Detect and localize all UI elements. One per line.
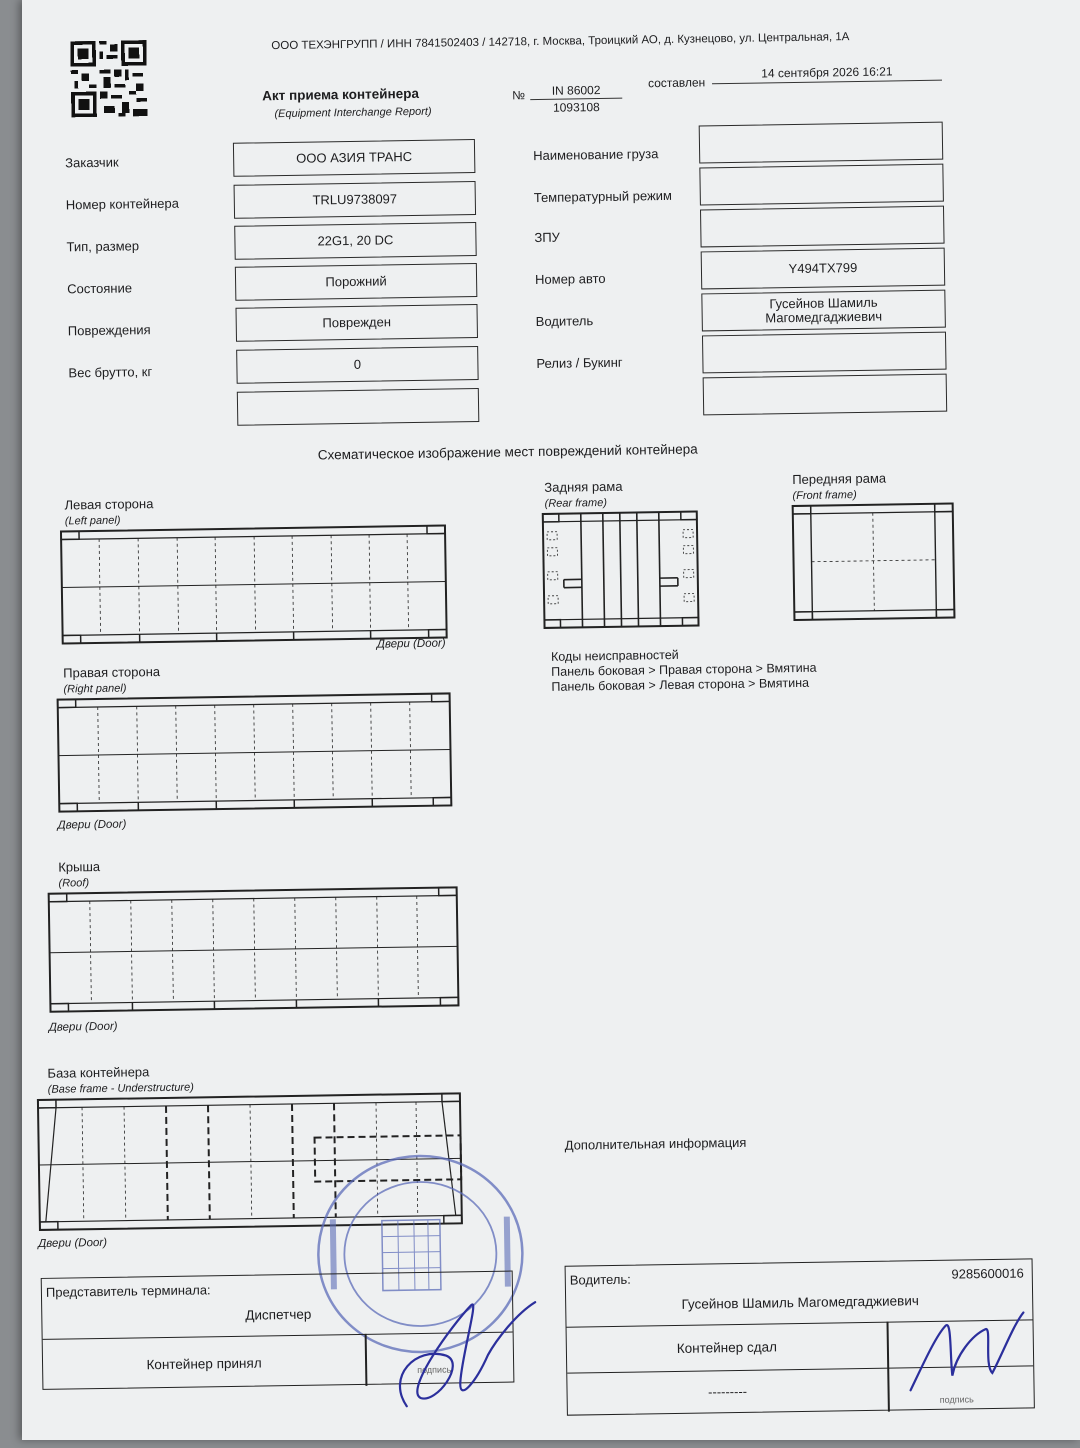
type-size-label: Тип, размер bbox=[66, 238, 139, 254]
driver-handed: Контейнер сдал bbox=[567, 1338, 887, 1358]
base-frame-sub: (Base frame - Understructure) bbox=[48, 1082, 194, 1096]
type-size-field: 22G1, 20 DC bbox=[234, 222, 477, 260]
cargo-name-field bbox=[699, 122, 944, 164]
temperature-label: Температурный режим bbox=[534, 188, 672, 205]
rear-frame-diagram bbox=[541, 510, 701, 630]
right-panel-diagram bbox=[56, 691, 454, 813]
number-label: № bbox=[512, 88, 525, 102]
driver-label: Водитель bbox=[536, 313, 594, 329]
rear-frame-label: Задняя рама bbox=[544, 479, 622, 495]
left-panel-door: Двери (Door) bbox=[377, 638, 446, 651]
right-panel-sub: (Right panel) bbox=[63, 683, 126, 696]
damage-label: Повреждения bbox=[68, 322, 151, 338]
additional-info-label: Дополнительная информация bbox=[565, 1135, 747, 1153]
right-panel-door: Двери (Door) bbox=[58, 819, 127, 832]
defect-item: Панель боковая > Левая сторона > Вмятина bbox=[551, 676, 816, 695]
driver-signature bbox=[901, 1304, 1032, 1398]
front-frame-sub: (Front frame) bbox=[792, 489, 856, 502]
extra-right-field bbox=[703, 374, 948, 416]
composed-label: составлен bbox=[648, 75, 705, 90]
cargo-name-label: Наименование груза bbox=[533, 146, 658, 163]
damage-field: Поврежден bbox=[235, 304, 478, 342]
customer-field: ООО АЗИЯ ТРАНС bbox=[233, 139, 476, 177]
driver-name: Гусейнов Шамиль Магомедгаджиевич bbox=[566, 1291, 1034, 1313]
document-subtitle: (Equipment Interchange Report) bbox=[274, 106, 431, 120]
gross-weight-label: Вес брутто, кг bbox=[68, 364, 152, 380]
container-number-label: Номер контейнера bbox=[66, 196, 179, 213]
document-number: IN 86002 bbox=[530, 83, 622, 100]
driver-dashes: --------- bbox=[567, 1382, 887, 1402]
base-frame-door: Двери (Door) bbox=[38, 1237, 107, 1250]
condition-field: Порожний bbox=[235, 263, 478, 301]
roof-door: Двери (Door) bbox=[49, 1021, 118, 1034]
schematic-title: Схематическое изображение мест повреждений контейнера bbox=[318, 442, 698, 463]
terminal-divider bbox=[365, 1334, 367, 1386]
left-panel-diagram bbox=[59, 523, 449, 645]
terminal-signature-caption: подпись bbox=[417, 1365, 451, 1376]
driver-sign-label: Водитель: bbox=[570, 1272, 631, 1288]
condition-label: Состояние bbox=[67, 280, 132, 296]
release-booking-label: Релиз / Букинг bbox=[536, 355, 622, 371]
vehicle-number-field: Y494TX799 bbox=[701, 248, 946, 290]
terminal-signature bbox=[375, 1284, 547, 1427]
defect-codes bbox=[551, 646, 817, 695]
driver-field: Гусейнов Шамиль Магомедгаджиевич bbox=[701, 290, 946, 332]
gross-weight-field: 0 bbox=[236, 346, 479, 384]
seal-field bbox=[700, 206, 945, 248]
release-booking-field bbox=[702, 332, 947, 374]
base-frame-label: База контейнера bbox=[47, 1064, 149, 1081]
left-panel-label: Левая сторона bbox=[64, 496, 153, 512]
qr-code bbox=[65, 40, 152, 117]
vehicle-number-label: Номер авто bbox=[535, 271, 606, 287]
customer-label: Заказчик bbox=[65, 155, 119, 171]
left-panel-sub: (Left panel) bbox=[65, 515, 121, 528]
roof-diagram bbox=[47, 885, 461, 1013]
extra-left-field bbox=[237, 388, 480, 426]
rear-frame-sub: (Rear frame) bbox=[545, 497, 608, 510]
terminal-accepted: Контейнер принял bbox=[43, 1354, 365, 1374]
document-sheet bbox=[22, 0, 1080, 1440]
seal-label: ЗПУ bbox=[534, 230, 560, 245]
defect-codes-title: Коды неисправностей bbox=[551, 646, 816, 665]
company-line: ООО ТЕХЭНГРУПП / ИНН 7841502403 / 142718, г. Москва, Троицкий АО, д. Кузнецово, ул. Центральная, 1А bbox=[271, 31, 849, 52]
front-frame-label: Передняя рама bbox=[792, 471, 886, 487]
composed-date: 14 сентября 2026 16:21 bbox=[712, 64, 942, 85]
document-number-sub: 1093108 bbox=[530, 100, 622, 115]
temperature-field bbox=[699, 164, 944, 206]
front-frame-diagram bbox=[791, 501, 957, 622]
terminal-role: Диспетчер bbox=[42, 1304, 514, 1326]
roof-sub: (Roof) bbox=[58, 877, 89, 889]
roof-label: Крыша bbox=[58, 859, 100, 875]
right-panel-label: Правая сторона bbox=[63, 664, 160, 681]
driver-phone: 9285600016 bbox=[951, 1266, 1024, 1282]
driver-signature-caption: подпись bbox=[940, 1394, 974, 1405]
defect-item: Панель боковая > Правая сторона > Вмятина bbox=[551, 661, 816, 680]
terminal-label: Представитель терминала: bbox=[46, 1282, 211, 1300]
document-title: Акт приема контейнера bbox=[262, 86, 419, 103]
container-number-field: TRLU9738097 bbox=[234, 181, 477, 219]
